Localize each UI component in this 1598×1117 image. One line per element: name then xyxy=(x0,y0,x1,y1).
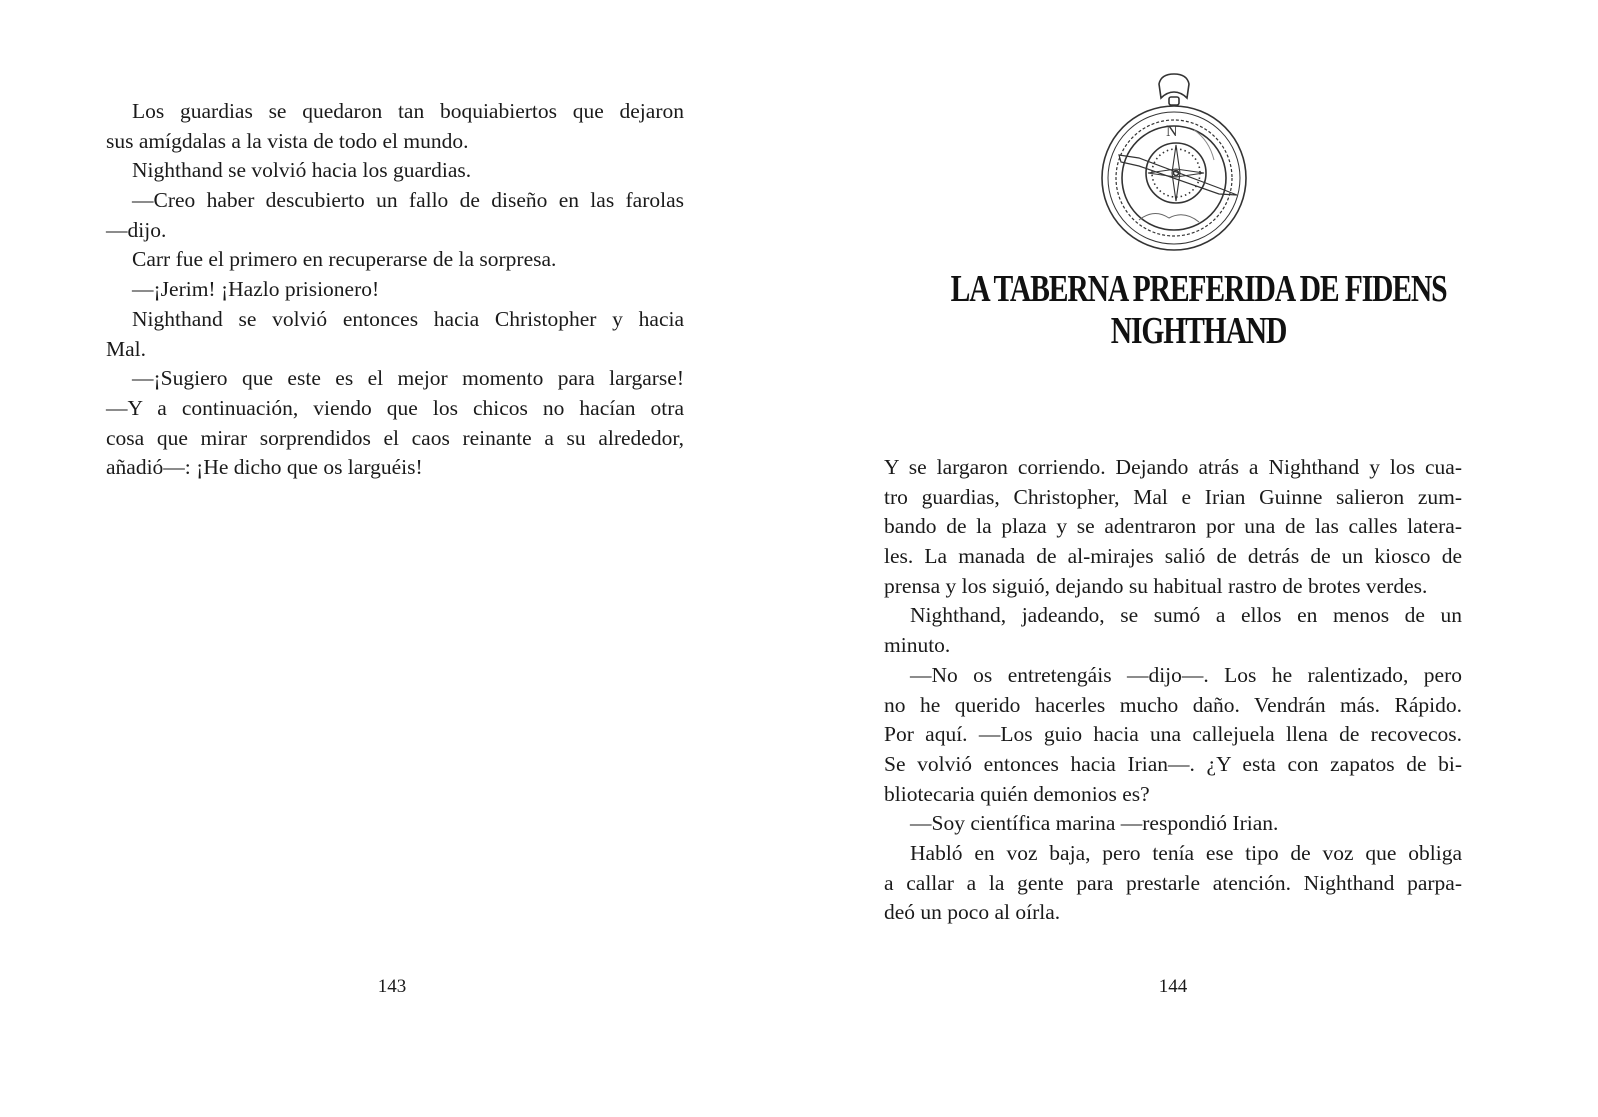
text-line: —dijo. xyxy=(106,217,167,242)
text-line: añadió—: ¡He dicho que os larguéis! xyxy=(106,455,423,480)
text-line: —Y a continuación, viendo que los chicos no hacían otra xyxy=(106,395,684,420)
text-line: Nighthand se volvió hacia los guardias. xyxy=(132,158,472,183)
text-line: sus amígdalas a la vista de todo el mundo. xyxy=(106,128,469,153)
text-line: —No os entretengáis —dijo—. Los he ralentizado, pero xyxy=(910,662,1462,687)
text-line: tro guardias, Christopher, Mal e Irian Guinne salieron zum- xyxy=(884,484,1462,509)
text-line: Nighthand, jadeando, se sumó a ellos en menos de un xyxy=(910,603,1462,628)
text-line: bliotecaria quién demonios es? xyxy=(884,781,1150,806)
page-number-right: 144 xyxy=(1158,976,1188,997)
text-line: Y se largaron corriendo. Dejando atrás a Nighthand y los cua- xyxy=(884,455,1462,479)
text-line: a callar a la gente para prestarle atención. Nighthand parpa- xyxy=(884,870,1462,895)
right-page xyxy=(799,0,1598,1117)
text-line: —Soy científica marina —respondió Irian. xyxy=(910,811,1279,836)
text-line: —¡Sugiero que este es el mejor momento para largarse! xyxy=(132,366,684,391)
text-line: —Creo haber descubierto un fallo de diseño en las farolas xyxy=(132,188,684,213)
text-line: Por aquí. —Los guio hacia una callejuela llena de recovecos. xyxy=(884,722,1462,747)
page-number-left: 143 xyxy=(377,976,407,997)
chapter-title-line-1: LA TABERNA PREFERIDA DE FIDENS xyxy=(950,268,1447,310)
text-line: Los guardias se quedaron tan boquiabiertos que dejaron xyxy=(132,99,684,123)
text-line: Se volvió entonces hacia Irian—. ¿Y esta con zapatos de bi- xyxy=(884,751,1462,776)
text-line: minuto. xyxy=(884,633,951,658)
text-line: Mal. xyxy=(106,336,147,361)
text-line: no he querido hacerles mucho daño. Vendrán más. Rápido. xyxy=(884,692,1462,717)
text-line: les. La manada de al-mirajes salió de detrás de un kiosco de xyxy=(884,544,1462,569)
text-line: deó un poco al oírla. xyxy=(884,900,1061,925)
text-line: Carr fue el primero en recuperarse de la sorpresa. xyxy=(132,247,557,272)
text-line: bando de la plaza y se adentraron por una de las calles latera- xyxy=(884,514,1462,539)
text-line: Nighthand se volvió entonces hacia Christopher y hacia xyxy=(132,306,684,331)
text-line: prensa y los siguió, dejando su habitual rastro de brotes verdes. xyxy=(884,573,1428,598)
text-line: cosa que mirar sorprendidos el caos reinante a su alrededor, xyxy=(106,425,684,450)
text-line: Habló en voz baja, pero tenía ese tipo de voz que obliga xyxy=(910,840,1462,865)
left-page-body xyxy=(106,97,684,483)
compass-ring-handle xyxy=(1159,74,1189,98)
compass-illustration xyxy=(1099,70,1249,254)
text-line: —¡Jerim! ¡Hazlo prisionero! xyxy=(132,277,380,302)
right-page-body xyxy=(884,453,1462,928)
compass-stem xyxy=(1169,97,1179,105)
chapter-title-line-2: NIGHTHAND xyxy=(1110,310,1287,352)
chapter-title xyxy=(887,268,1510,352)
compass-dial xyxy=(1146,143,1206,203)
compass-north-letter: N xyxy=(1166,123,1178,140)
